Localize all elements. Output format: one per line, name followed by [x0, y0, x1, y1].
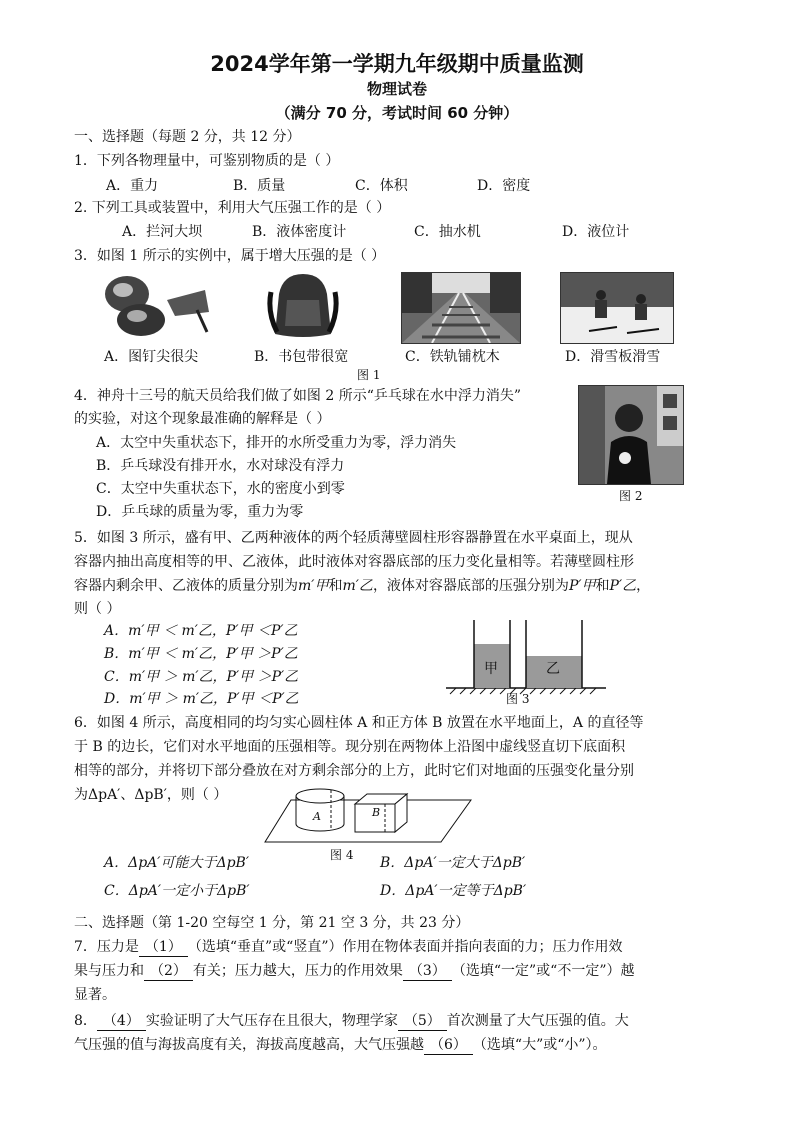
q8-text-1c: 首次测量了大气压强的值。大 [446, 1013, 629, 1029]
q7-blank-1[interactable]: （1） [139, 936, 188, 957]
q6-option-b: B．ΔpA′一定大于ΔpB′ [380, 855, 526, 871]
question-6-line3: 相等的部分，并将切下部分叠放在对方剩余部分的上方，此时它们对地面的压强变化量分别 [74, 763, 634, 779]
q7-text-2b: 有关；压力越大，压力的作用效果 [192, 963, 403, 979]
q4-option-b: B．乒乓球没有排开水，水对球没有浮力 [96, 458, 345, 474]
q8-blank-6[interactable]: （6） [424, 1034, 473, 1055]
q5-and-2: 和 [595, 578, 610, 594]
q7-text-2c: （选填“一定”或“不一定”）越 [451, 963, 635, 979]
section-heading-2: 二、选择题（第 1-20 空每空 1 分，第 21 空 3 分，共 23 分） [74, 915, 470, 931]
figure1-backpack-image [265, 272, 341, 340]
figure2-astronaut-image [578, 385, 684, 485]
q4-option-a: A．太空中失重状态下，排开的水所受重力为零，浮力消失 [96, 435, 457, 451]
q5-line3-text-a: 容器内剩余甲、乙液体的质量分别为 [74, 578, 298, 594]
q3-option-b: B．书包带很宽 [254, 349, 349, 365]
question-5-line1: 5．如图 3 所示，盛有甲、乙两种液体的两个轻质薄壁圆柱形容器静置在水平桌面上，现从 [74, 530, 633, 546]
q7-blank-2[interactable]: （2） [144, 960, 193, 981]
q8-blank-4[interactable]: （4） [97, 1010, 146, 1031]
question-6-line4: 为ΔpA′、ΔpB′，则（ ） [74, 787, 228, 803]
q2-option-d: D．液位计 [562, 224, 630, 240]
backpack-drawing [265, 272, 341, 340]
question-4-stem-line1: 4．神舟十三号的航天员给我们做了如图 2 所示“乒乓球在水中浮力消失” [74, 388, 522, 404]
q5-mass-b: m′乙 [342, 578, 373, 594]
figure1-skiing-image [560, 272, 674, 344]
question-7-line3: 显著。 [74, 987, 116, 1003]
q7-text-1a: 7．压力是 [74, 939, 139, 955]
figure3-containers-diagram [446, 620, 606, 700]
figure-4-label: 图 4 [330, 848, 354, 862]
figure1-railway-image [401, 272, 521, 344]
question-8-line2 [74, 1034, 607, 1055]
skiing-drawing [561, 273, 673, 343]
subject-title: 物理试卷 [366, 80, 427, 98]
q1-option-b: B．质量 [233, 178, 286, 194]
q7-text-2a: 果与压力和 [74, 963, 144, 979]
q2-option-b: B．液体密度计 [252, 224, 347, 240]
q3-option-a: A．图钉尖很尖 [104, 349, 199, 365]
figure3-liquid-b-label: 乙 [546, 661, 560, 677]
q8-text-2a: 气压强的值与海拔高度有关，海拔高度越高，大气压强越 [74, 1037, 424, 1053]
q5-mass-a: m′甲 [298, 578, 329, 594]
q5-option-c: C．m′甲 ＞ m′乙，P′甲 ＞P′乙 [104, 669, 299, 685]
q5-pressure-a: P′甲 [568, 578, 596, 594]
q2-option-c: C．抽水机 [414, 224, 481, 240]
q8-text-2b: （选填“大”或“小”）。 [472, 1037, 607, 1053]
q6-option-d: D．ΔpA′一定等于ΔpB′ [380, 883, 527, 899]
exam-info: （满分 70 分，考试时间 60 分钟） [275, 104, 519, 122]
question-7-line1 [74, 936, 622, 957]
q1-option-d: D．密度 [477, 178, 531, 194]
q8-blank-5[interactable]: （5） [398, 1010, 447, 1031]
astronaut-drawing [579, 386, 683, 484]
figure4-label-b: B [372, 806, 381, 819]
question-3-stem: 3．如图 1 所示的实例中，属于增大压强的是（ ） [74, 248, 386, 264]
q5-line3-text-b: ，液体对容器底部的压强分别为 [372, 578, 569, 594]
q5-option-a: A．m′甲 ＜ m′乙，P′甲 ＜P′乙 [104, 623, 298, 639]
q7-text-1b: （选填“垂直”或“竖直”）作用在物体表面并指向表面的力；压力作用效 [187, 939, 623, 955]
thumbtack-drawing [97, 272, 212, 338]
figure3-liquid-a-label: 甲 [484, 661, 498, 677]
question-6-line1: 6．如图 4 所示，高度相同的均匀实心圆柱体 A 和正方体 B 放置在水平地面上，A 的直径等 [74, 715, 644, 731]
q5-and-1: 和 [328, 578, 343, 594]
q7-blank-3[interactable]: （3） [403, 960, 452, 981]
q5-pressure-b: P′乙 [609, 578, 637, 594]
q2-option-a: A．拦河大坝 [122, 224, 203, 240]
figure-3-label: 图 3 [506, 692, 530, 706]
question-6-line2: 于 B 的边长，它们对水平地面的压强相等。现分别在两物体上沿图中虚线竖直切下底面积 [74, 739, 626, 755]
q8-text-1b: 实验证明了大气压存在且很大，物理学家 [145, 1013, 398, 1029]
question-8-line1 [74, 1010, 629, 1031]
section-heading-1: 一、选择题（每题 2 分，共 12 分） [74, 129, 301, 145]
figure-2-label: 图 2 [619, 489, 643, 503]
question-5-line4: 则（ ） [74, 601, 121, 617]
page-title: 2024学年第一学期九年级期中质量监测 [210, 52, 584, 76]
figure1-thumbtack-image [97, 272, 212, 338]
question-1-stem: 1．下列各物理量中，可鉴别物质的是（ ） [74, 153, 340, 169]
q5-line3-text-c: ， [636, 578, 651, 594]
question-2-stem: 2. 下列工具或装置中，利用大气压强工作的是（ ） [74, 200, 391, 216]
question-5-line2: 容器内抽出高度相等的甲、乙液体，此时液体对容器底部的压力变化量相等。若薄壁圆柱形 [74, 554, 634, 570]
figure-1-label: 图 1 [357, 368, 381, 382]
question-4-stem-line2: 的实验，对这个现象最准确的解释是（ ） [74, 411, 331, 427]
railway-drawing [402, 273, 520, 343]
q3-option-c: C．铁轨铺枕木 [405, 349, 500, 365]
q6-option-c: C．ΔpA′一定小于ΔpB′ [104, 883, 250, 899]
q6-option-a: A．ΔpA′可能大于ΔpB′ [104, 855, 250, 871]
question-7-line2 [74, 960, 634, 981]
figure4-cylinder-cube-diagram [265, 782, 471, 846]
q4-option-d: D．乒乓球的质量为零，重力为零 [96, 504, 304, 520]
q4-option-c: C．太空中失重状态下，水的密度小到零 [96, 481, 345, 497]
q5-option-d: D．m′甲 ＞ m′乙，P′甲 ＜P′乙 [104, 691, 299, 707]
q5-option-b: B．m′甲 ＜ m′乙，P′甲 ＞P′乙 [104, 646, 298, 662]
q1-option-a: A．重力 [106, 178, 159, 194]
figure4-label-a: A [313, 810, 321, 823]
q8-text-1a: 8． [74, 1013, 97, 1029]
question-5-line3 [74, 575, 650, 595]
q1-option-c: C．体积 [355, 178, 408, 194]
q3-option-d: D．滑雪板滑雪 [565, 349, 661, 365]
